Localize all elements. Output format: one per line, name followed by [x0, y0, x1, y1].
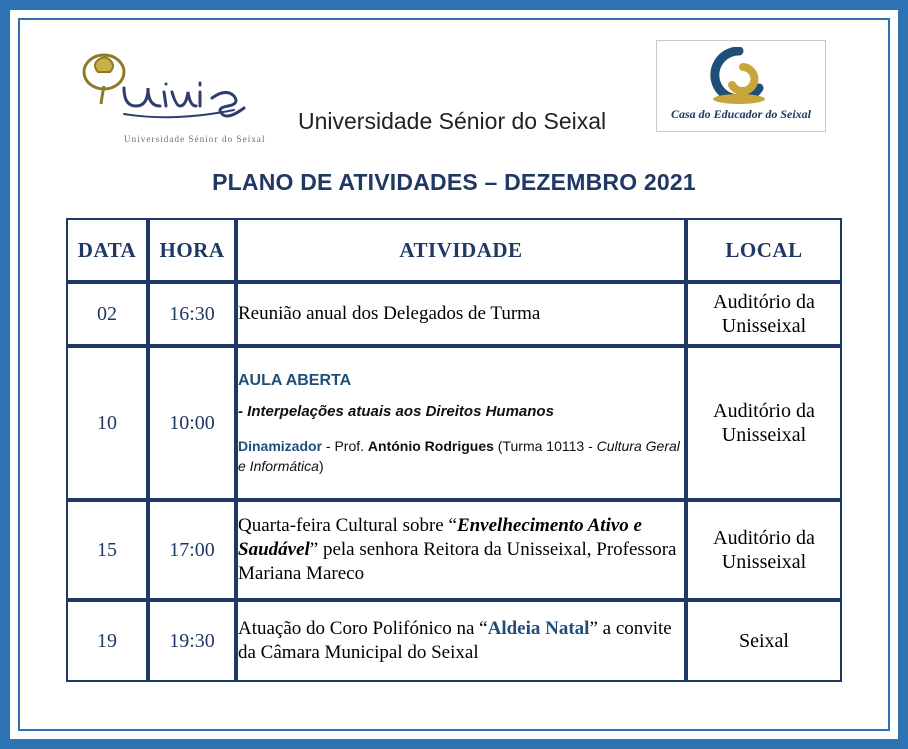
activities-table	[66, 218, 842, 682]
activity-dash: - Prof.	[322, 438, 368, 455]
column-header-atividade: ATIVIDADE	[236, 218, 686, 282]
activity-close-paren: )	[318, 458, 324, 475]
casa-ring-icon	[703, 47, 775, 105]
activity-text-part1: Quarta-feira Cultural sobre “	[238, 515, 457, 537]
cell-data: 02	[66, 282, 148, 346]
cell-atividade	[236, 500, 686, 600]
activity-subtitle: - Interpelações atuais aos Direitos Humanos	[238, 403, 554, 421]
cell-atividade: Reunião anual dos Delegados de Turma	[236, 282, 686, 346]
cell-local: Seixal	[686, 600, 842, 682]
cell-data: 15	[66, 500, 148, 600]
column-header-hora: HORA	[148, 218, 236, 282]
activities-table-wrapper	[66, 218, 842, 682]
table-row	[66, 346, 842, 500]
activity-details	[238, 436, 684, 477]
activity-class-name: Cultura Geral e Informática	[238, 438, 680, 475]
table-row	[66, 600, 842, 682]
activity-speaker-name: António Rodrigues	[367, 438, 494, 455]
column-header-local: LOCAL	[686, 218, 842, 282]
activity-text-part2: ” pela senhora Reitora da Unisseixal, Professora Mariana Mareco	[238, 539, 677, 584]
document-inner-frame	[18, 18, 890, 731]
page-title: Universidade Sénior do Seixal	[298, 108, 607, 134]
activity-role-label: Dinamizador	[238, 438, 323, 455]
cell-local: Auditório da Unisseixal	[686, 500, 842, 600]
cell-local: Auditório da Unisseixal	[686, 346, 842, 500]
casa-do-educador-logo	[656, 40, 826, 132]
activity-text-part1: Atuação do Coro Polifónico na “	[238, 618, 488, 640]
cell-atividade	[236, 346, 686, 500]
activity-emphasis: Aldeia Natal	[487, 618, 590, 640]
cell-data: 19	[66, 600, 148, 682]
table-row	[66, 282, 842, 346]
cell-hora: 16:30	[148, 282, 236, 346]
cell-hora: 10:00	[148, 346, 236, 500]
cell-atividade	[236, 600, 686, 682]
activity-text-part2: ” a convite da Câmara Municipal do Seixal	[238, 618, 672, 663]
unis-logo-caption: Universidade Sénior do Seixal	[124, 134, 266, 144]
activity-emphasis: Envelhecimento Ativo e Saudável	[238, 515, 642, 561]
cell-hora: 19:30	[148, 600, 236, 682]
cell-data: 10	[66, 346, 148, 500]
table-row	[66, 500, 842, 600]
document-header	[20, 20, 888, 155]
cell-hora: 17:00	[148, 500, 236, 600]
document-title: PLANO DE ATIVIDADES – DEZEMBRO 2021	[212, 169, 696, 195]
unis-wordmark-icon	[72, 52, 272, 122]
column-header-data: DATA	[66, 218, 148, 282]
cell-local: Auditório da Unisseixal	[686, 282, 842, 346]
unis-logo	[72, 38, 272, 148]
casa-logo-text: Casa do Educador do Seixal	[670, 107, 811, 121]
activity-class-info: (Turma 10113 -	[493, 438, 597, 455]
activity-title: AULA ABERTA	[238, 372, 352, 390]
table-header-row	[66, 218, 842, 282]
